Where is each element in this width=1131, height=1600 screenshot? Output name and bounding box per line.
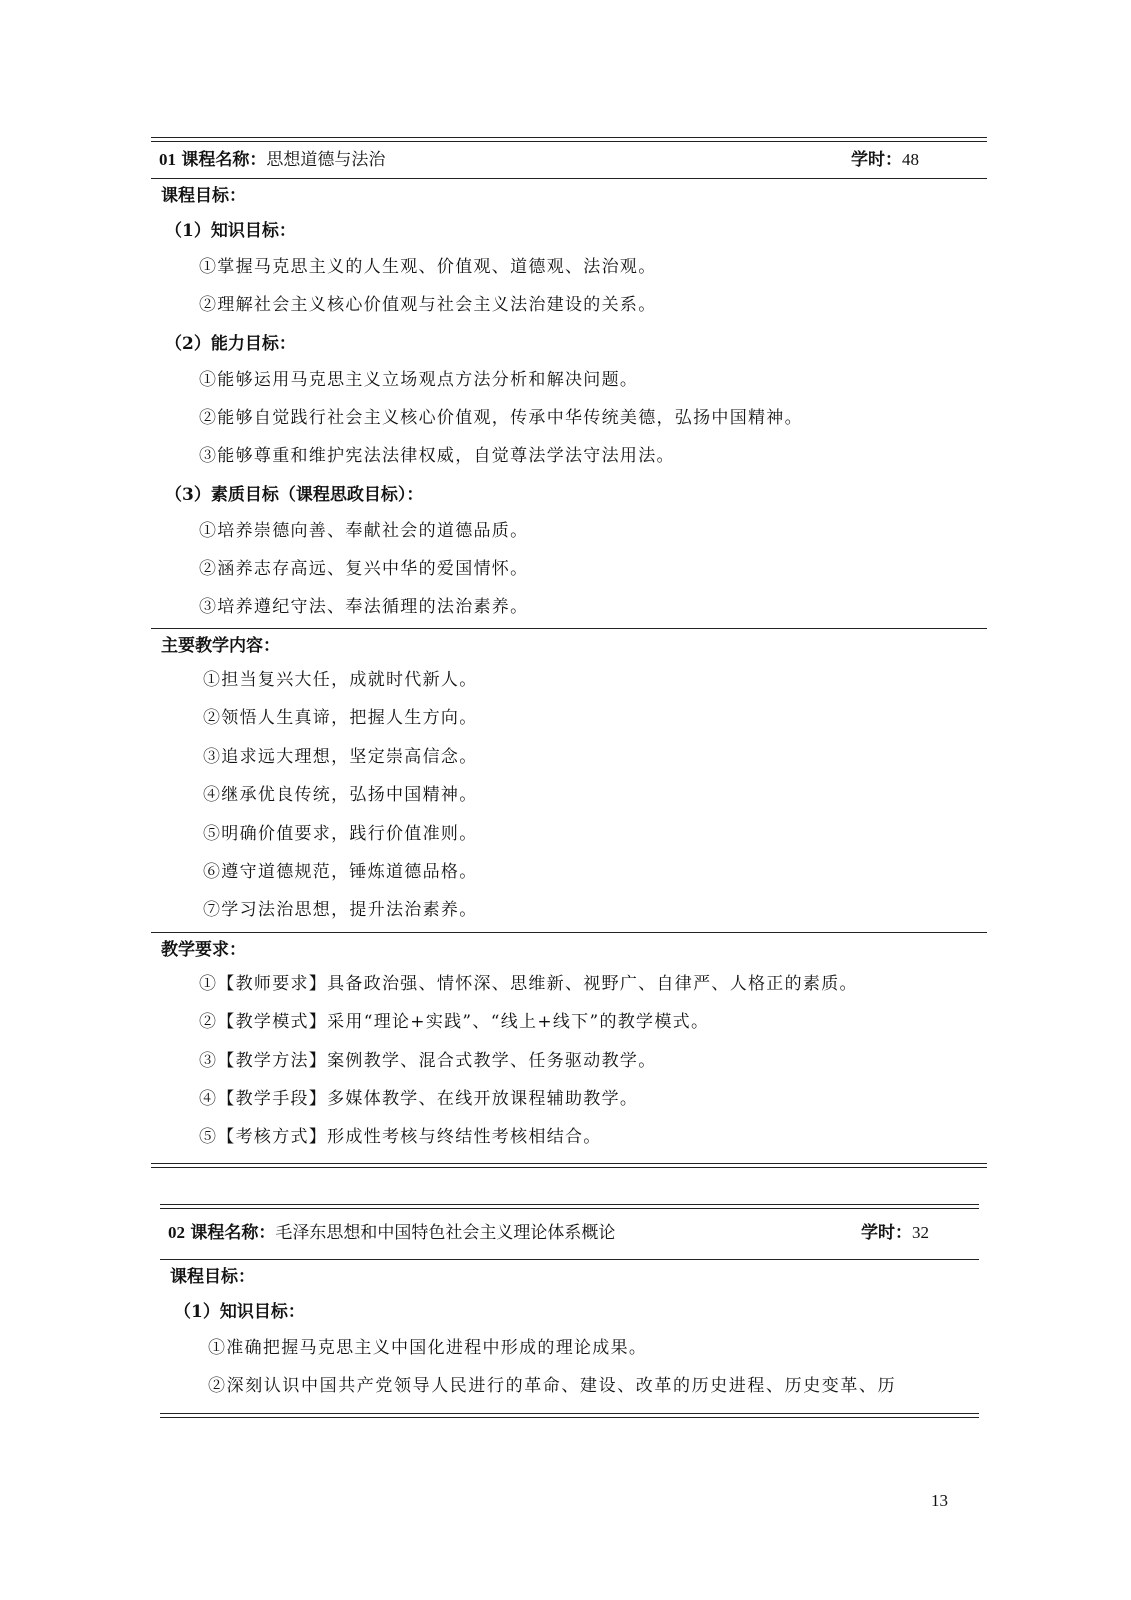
content-title: 主要教学内容： [161, 636, 280, 656]
course-name-label: 课程名称： [181, 150, 267, 170]
goals-section [151, 179, 987, 628]
bottom-double-rule [151, 1163, 987, 1168]
course-header [151, 142, 987, 178]
course-header [160, 1209, 979, 1251]
list-item: ⑦学习法治思想，提升法治素养。 [203, 900, 478, 921]
page-number: 13 [931, 1491, 948, 1510]
list-item: ①能够运用马克思主义立场观点方法分析和解决问题。 [199, 370, 639, 390]
list-item: ①【教师要求】具备政治强、情怀深、思维新、视野广、自律严、人格正的素质。 [199, 973, 858, 994]
list-item: ②涵养志存高远、复兴中华的爱国情怀。 [199, 559, 529, 579]
goals-title: 课程目标： [161, 186, 246, 206]
goals-title: 课程目标： [170, 1267, 255, 1287]
quality-title: （3）素质目标（课程思政目标）： [165, 485, 424, 505]
course-name-label: 课程名称： [190, 1223, 276, 1243]
list-item: ①掌握马克思主义的人生观、价值观、道德观、法治观。 [199, 257, 657, 277]
list-item: ②深刻认识中国共产党领导人民进行的革命、建设、改革的历史进程、历史变革、历 [208, 1376, 897, 1396]
list-item: ③能够尊重和维护宪法法律权威，自觉尊法学法守法用法。 [199, 446, 675, 466]
bottom-double-rule [160, 1413, 979, 1418]
course-hours: 学时：48 [851, 150, 919, 170]
list-item: ②【教学模式】采用“理论+实践”、“线上+线下”的教学模式。 [199, 1012, 710, 1033]
requirements-section [151, 933, 987, 1159]
list-item: ⑤明确价值要求，践行价值准则。 [203, 823, 478, 844]
course-name: 思想道德与法治 [266, 150, 386, 170]
list-item: ③【教学方法】案例教学、混合式教学、任务驱动教学。 [199, 1050, 657, 1071]
course-number: 02 [168, 1223, 185, 1242]
list-item: ①准确把握马克思主义中国化进程中形成的理论成果。 [208, 1338, 648, 1358]
list-item: ③培养遵纪守法、奉法循理的法治素养。 [199, 597, 529, 617]
ability-title: （2）能力目标： [165, 334, 296, 354]
course-name: 毛泽东思想和中国特色社会主义理论体系概论 [275, 1223, 616, 1243]
goals-section [160, 1260, 979, 1407]
list-item: ④【教学手段】多媒体教学、在线开放课程辅助教学。 [199, 1089, 639, 1110]
course-number: 01 [159, 150, 176, 169]
list-item: ②领悟人生真谛，把握人生方向。 [203, 708, 478, 729]
list-item: ①培养崇德向善、奉献社会的道德品质。 [199, 521, 529, 541]
list-item: ④继承优良传统，弘扬中国精神。 [203, 785, 478, 806]
course-02 [160, 1204, 979, 1418]
course-hours: 学时：32 [861, 1223, 929, 1243]
list-item: ③追求远大理想，坚定崇高信念。 [203, 746, 478, 767]
knowledge-title: （1）知识目标： [165, 221, 296, 241]
requirements-title: 教学要求： [161, 939, 246, 960]
list-item: ⑥遵守道德规范，锤炼道德品格。 [203, 862, 478, 883]
course-01 [151, 137, 987, 1168]
list-item: ①担当复兴大任，成就时代新人。 [203, 670, 478, 690]
content-section [151, 629, 987, 932]
list-item: ②理解社会主义核心价值观与社会主义法治建设的关系。 [199, 295, 657, 315]
knowledge-title: （1）知识目标： [174, 1302, 305, 1322]
list-item: ②能够自觉践行社会主义核心价值观，传承中华传统美德，弘扬中国精神。 [199, 408, 803, 428]
list-item: ⑤【考核方式】形成性考核与终结性考核相结合。 [199, 1127, 602, 1148]
